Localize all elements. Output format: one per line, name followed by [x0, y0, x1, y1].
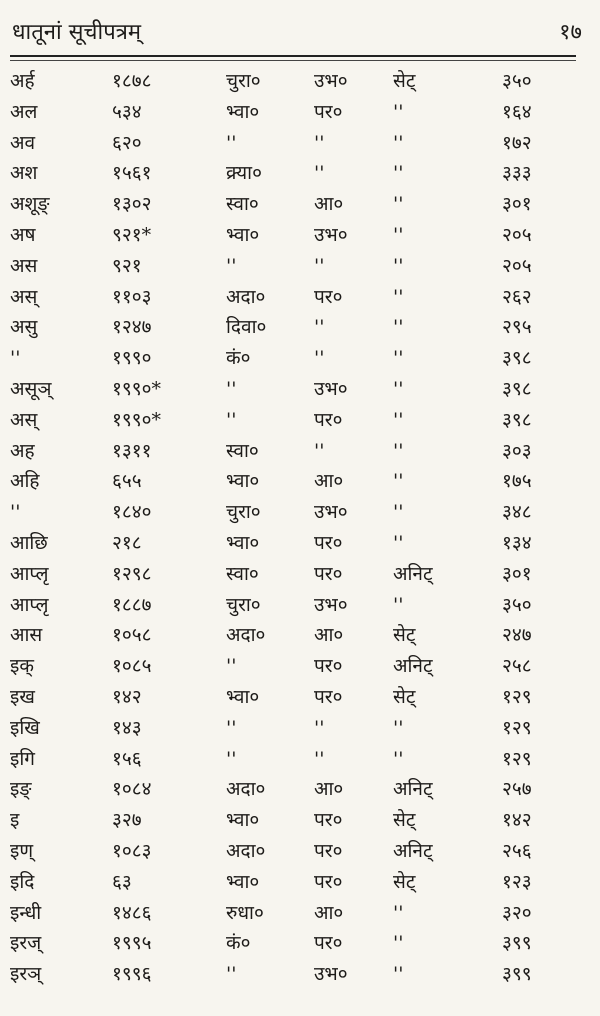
table-row: [0, 466, 600, 497]
pada-cell: पर०: [314, 562, 343, 585]
root-cell: इरञ्: [10, 963, 42, 986]
root-cell: असूञ्: [10, 377, 52, 400]
gana-cell: '': [226, 963, 237, 986]
table-row: [0, 128, 600, 159]
root-cell: इण्: [10, 839, 34, 862]
table-row: [0, 374, 600, 405]
it-cell: अनिट्: [393, 778, 433, 801]
table-row: [0, 898, 600, 929]
pada-cell: उभ०: [314, 377, 348, 400]
gana-cell: अदा०: [226, 778, 266, 801]
pada-cell: पर०: [314, 870, 343, 893]
pada-cell: '': [314, 316, 325, 339]
number-cell: १८८७: [112, 593, 152, 616]
pada-cell: उभ०: [314, 70, 348, 92]
gana-cell: '': [226, 408, 237, 431]
table-row: [0, 836, 600, 867]
it-cell: अनिट्: [393, 562, 433, 585]
table-row: [0, 682, 600, 713]
number-cell: १९९६: [112, 963, 152, 986]
root-cell: आप्लृ: [10, 593, 49, 616]
page-number: १७: [559, 20, 582, 45]
pada-cell: पर०: [314, 531, 343, 554]
root-cell: आप्लृ: [10, 562, 49, 585]
pada-cell: उभ०: [314, 501, 348, 524]
number-cell: १४८६: [112, 901, 152, 924]
pada-cell: '': [314, 131, 325, 154]
number-cell: १०८५: [112, 655, 152, 678]
root-cell: '': [10, 501, 21, 524]
pada-cell: पर०: [314, 932, 343, 955]
gana-cell: भ्वा०: [226, 223, 260, 246]
it-cell: '': [393, 223, 404, 246]
gana-cell: भ्वा०: [226, 100, 260, 123]
table-row: [0, 805, 600, 836]
it-cell: '': [393, 408, 404, 431]
number-cell: ९२१*: [112, 223, 152, 246]
number-cell: १९९०*: [112, 377, 162, 400]
table-row: [0, 158, 600, 189]
pada-cell: पर०: [314, 408, 343, 431]
it-cell: अनिट्: [393, 839, 433, 862]
root-cell: इगि: [10, 747, 35, 770]
table-row: [0, 744, 600, 775]
root-cell: इ: [10, 809, 20, 832]
table-row: [0, 867, 600, 898]
number-cell: १३०२: [112, 193, 152, 216]
pada-cell: पर०: [314, 285, 343, 308]
table-row: [0, 559, 600, 590]
page-ref-cell: १७२: [502, 131, 532, 154]
table-row: [0, 189, 600, 220]
it-cell: '': [393, 316, 404, 339]
page-ref-cell: २०५: [502, 223, 532, 246]
it-cell: '': [393, 285, 404, 308]
gana-cell: कं०: [226, 347, 251, 370]
pada-cell: '': [314, 347, 325, 370]
page-ref-cell: ३०१: [502, 193, 532, 216]
root-index-table: [0, 66, 600, 990]
pada-cell: उभ०: [314, 963, 348, 986]
number-cell: १८४०: [112, 501, 152, 524]
gana-cell: दिवा०: [226, 316, 267, 339]
table-row: [0, 959, 600, 990]
it-cell: '': [393, 932, 404, 955]
gana-cell: भ्वा०: [226, 870, 260, 893]
it-cell: '': [393, 501, 404, 524]
root-cell: अष: [10, 223, 36, 246]
gana-cell: कं०: [226, 932, 251, 955]
table-row: [0, 97, 600, 128]
number-cell: ३२७: [112, 809, 142, 832]
page-ref-cell: २५७: [502, 778, 532, 801]
page-ref-cell: २५६: [502, 839, 532, 862]
pada-cell: '': [314, 254, 325, 277]
root-cell: इदि: [10, 870, 35, 893]
page-ref-cell: ३३३: [502, 162, 532, 185]
root-cell: इन्धी: [10, 901, 42, 924]
root-cell: अर्ह: [10, 70, 35, 92]
table-row: [0, 713, 600, 744]
page-ref-cell: १२९: [502, 716, 532, 739]
gana-cell: स्वा०: [226, 562, 259, 585]
gana-cell: चुरा०: [226, 70, 261, 92]
pada-cell: '': [314, 162, 325, 185]
pada-cell: आ०: [314, 624, 344, 647]
gana-cell: भ्वा०: [226, 470, 260, 493]
it-cell: सेट्: [393, 809, 416, 832]
number-cell: १०५८: [112, 624, 152, 647]
gana-cell: '': [226, 655, 237, 678]
page-ref-cell: ३०१: [502, 562, 532, 585]
pada-cell: उभ०: [314, 223, 348, 246]
table-row: [0, 251, 600, 282]
number-cell: १५६: [112, 747, 142, 770]
root-cell: अह: [10, 439, 35, 462]
page-ref-cell: १२९: [502, 685, 532, 708]
page-ref-cell: २९५: [502, 316, 532, 339]
page-ref-cell: २६२: [502, 285, 532, 308]
root-cell: अव: [10, 131, 36, 154]
table-row: [0, 343, 600, 374]
number-cell: २१८: [112, 531, 142, 554]
it-cell: '': [393, 347, 404, 370]
number-cell: १४२: [112, 685, 142, 708]
it-cell: '': [393, 100, 404, 123]
root-cell: इङ्: [10, 778, 32, 801]
number-cell: १०८४: [112, 778, 152, 801]
gana-cell: चुरा०: [226, 593, 261, 616]
gana-cell: चुरा०: [226, 501, 261, 524]
gana-cell: अदा०: [226, 839, 266, 862]
root-cell: इरज्: [10, 932, 42, 955]
it-cell: सेट्: [393, 685, 416, 708]
page-ref-cell: १२३: [502, 870, 532, 893]
it-cell: सेट्: [393, 624, 416, 647]
page-ref-cell: ३९९: [502, 932, 532, 955]
gana-cell: भ्वा०: [226, 531, 260, 554]
number-cell: १३११: [112, 439, 152, 462]
root-cell: इखि: [10, 716, 40, 739]
gana-cell: भ्वा०: [226, 685, 260, 708]
number-cell: १४३: [112, 716, 142, 739]
pada-cell: पर०: [314, 839, 343, 862]
it-cell: '': [393, 131, 404, 154]
number-cell: ११०३: [112, 285, 152, 308]
number-cell: ६३: [112, 870, 132, 893]
page-ref-cell: १२९: [502, 747, 532, 770]
table-row: [0, 220, 600, 251]
pada-cell: '': [314, 747, 325, 770]
page-ref-cell: १४२: [502, 809, 532, 832]
pada-cell: पर०: [314, 685, 343, 708]
page-ref-cell: १७५: [502, 470, 532, 493]
it-cell: '': [393, 254, 404, 277]
page-ref-cell: ३९८: [502, 347, 532, 370]
gana-cell: '': [226, 254, 237, 277]
page-ref-cell: २५८: [502, 655, 532, 678]
pada-cell: '': [314, 439, 325, 462]
gana-cell: अदा०: [226, 624, 266, 647]
table-row: [0, 405, 600, 436]
gana-cell: भ्वा०: [226, 809, 260, 832]
it-cell: अनिट्: [393, 655, 433, 678]
it-cell: सेट्: [393, 870, 416, 893]
running-title: धातूनां सूचीपत्रम्: [12, 20, 142, 45]
root-cell: आस: [10, 624, 43, 647]
table-row: [0, 312, 600, 343]
gana-cell: स्वा०: [226, 193, 259, 216]
pada-cell: आ०: [314, 778, 344, 801]
pada-cell: आ०: [314, 901, 344, 924]
number-cell: १९९०: [112, 347, 152, 370]
root-cell: अस्: [10, 408, 38, 431]
table-row: [0, 282, 600, 313]
gana-cell: अदा०: [226, 285, 266, 308]
page-ref-cell: ३९९: [502, 963, 532, 986]
gana-cell: रुधा०: [226, 901, 264, 924]
table-row: [0, 66, 600, 97]
pada-cell: पर०: [314, 100, 343, 123]
gana-cell: '': [226, 131, 237, 154]
page-ref-cell: ३५०: [502, 70, 532, 92]
it-cell: '': [393, 162, 404, 185]
pada-cell: पर०: [314, 809, 343, 832]
table-row: [0, 528, 600, 559]
root-cell: इक्: [10, 655, 34, 678]
table-row: [0, 436, 600, 467]
page-header: [0, 16, 600, 46]
page-ref-cell: १३४: [502, 531, 532, 554]
header-rule: [10, 55, 576, 61]
page-ref-cell: ३५०: [502, 593, 532, 616]
page-ref-cell: ३९८: [502, 377, 532, 400]
page-ref-cell: ३९८: [502, 408, 532, 431]
root-cell: इख: [10, 685, 35, 708]
table-row: [0, 651, 600, 682]
page-ref-cell: १६४: [502, 100, 532, 123]
page-ref-cell: २०५: [502, 254, 532, 277]
table-row: [0, 928, 600, 959]
pada-cell: आ०: [314, 193, 344, 216]
root-cell: अल: [10, 100, 38, 123]
gana-cell: '': [226, 716, 237, 739]
pada-cell: पर०: [314, 655, 343, 678]
table-row: [0, 620, 600, 651]
number-cell: १५६१: [112, 162, 152, 185]
it-cell: '': [393, 716, 404, 739]
gana-cell: '': [226, 377, 237, 400]
number-cell: ९२१: [112, 254, 142, 277]
table-row: [0, 774, 600, 805]
number-cell: १९९५: [112, 932, 152, 955]
it-cell: '': [393, 193, 404, 216]
root-cell: अहि: [10, 470, 40, 493]
number-cell: ६५५: [112, 470, 142, 493]
number-cell: ५३४: [112, 100, 142, 123]
root-cell: आछि: [10, 531, 48, 554]
number-cell: १२४७: [112, 316, 152, 339]
it-cell: '': [393, 963, 404, 986]
it-cell: '': [393, 593, 404, 616]
table-row: [0, 497, 600, 528]
gana-cell: '': [226, 747, 237, 770]
gana-cell: स्वा०: [226, 439, 259, 462]
root-cell: अशूङ्: [10, 193, 50, 216]
page-ref-cell: ३२०: [502, 901, 532, 924]
root-cell: '': [10, 347, 21, 370]
number-cell: १२९८: [112, 562, 152, 585]
it-cell: '': [393, 901, 404, 924]
number-cell: १८७८: [112, 70, 152, 92]
it-cell: '': [393, 470, 404, 493]
page-ref-cell: ३०३: [502, 439, 532, 462]
table-row: [0, 590, 600, 621]
pada-cell: '': [314, 716, 325, 739]
page-ref-cell: ३४८: [502, 501, 532, 524]
root-cell: असु: [10, 316, 38, 339]
page-ref-cell: २४७: [502, 624, 532, 647]
gana-cell: क्र्या०: [226, 162, 262, 185]
root-cell: अश: [10, 162, 38, 185]
it-cell: '': [393, 439, 404, 462]
it-cell: '': [393, 377, 404, 400]
it-cell: '': [393, 531, 404, 554]
number-cell: १०८३: [112, 839, 152, 862]
pada-cell: आ०: [314, 470, 344, 493]
it-cell: '': [393, 747, 404, 770]
pada-cell: उभ०: [314, 593, 348, 616]
it-cell: सेट्: [393, 70, 416, 92]
number-cell: ६२०: [112, 131, 142, 154]
root-cell: अस्: [10, 285, 38, 308]
root-cell: अस: [10, 254, 38, 277]
number-cell: १९९०*: [112, 408, 162, 431]
